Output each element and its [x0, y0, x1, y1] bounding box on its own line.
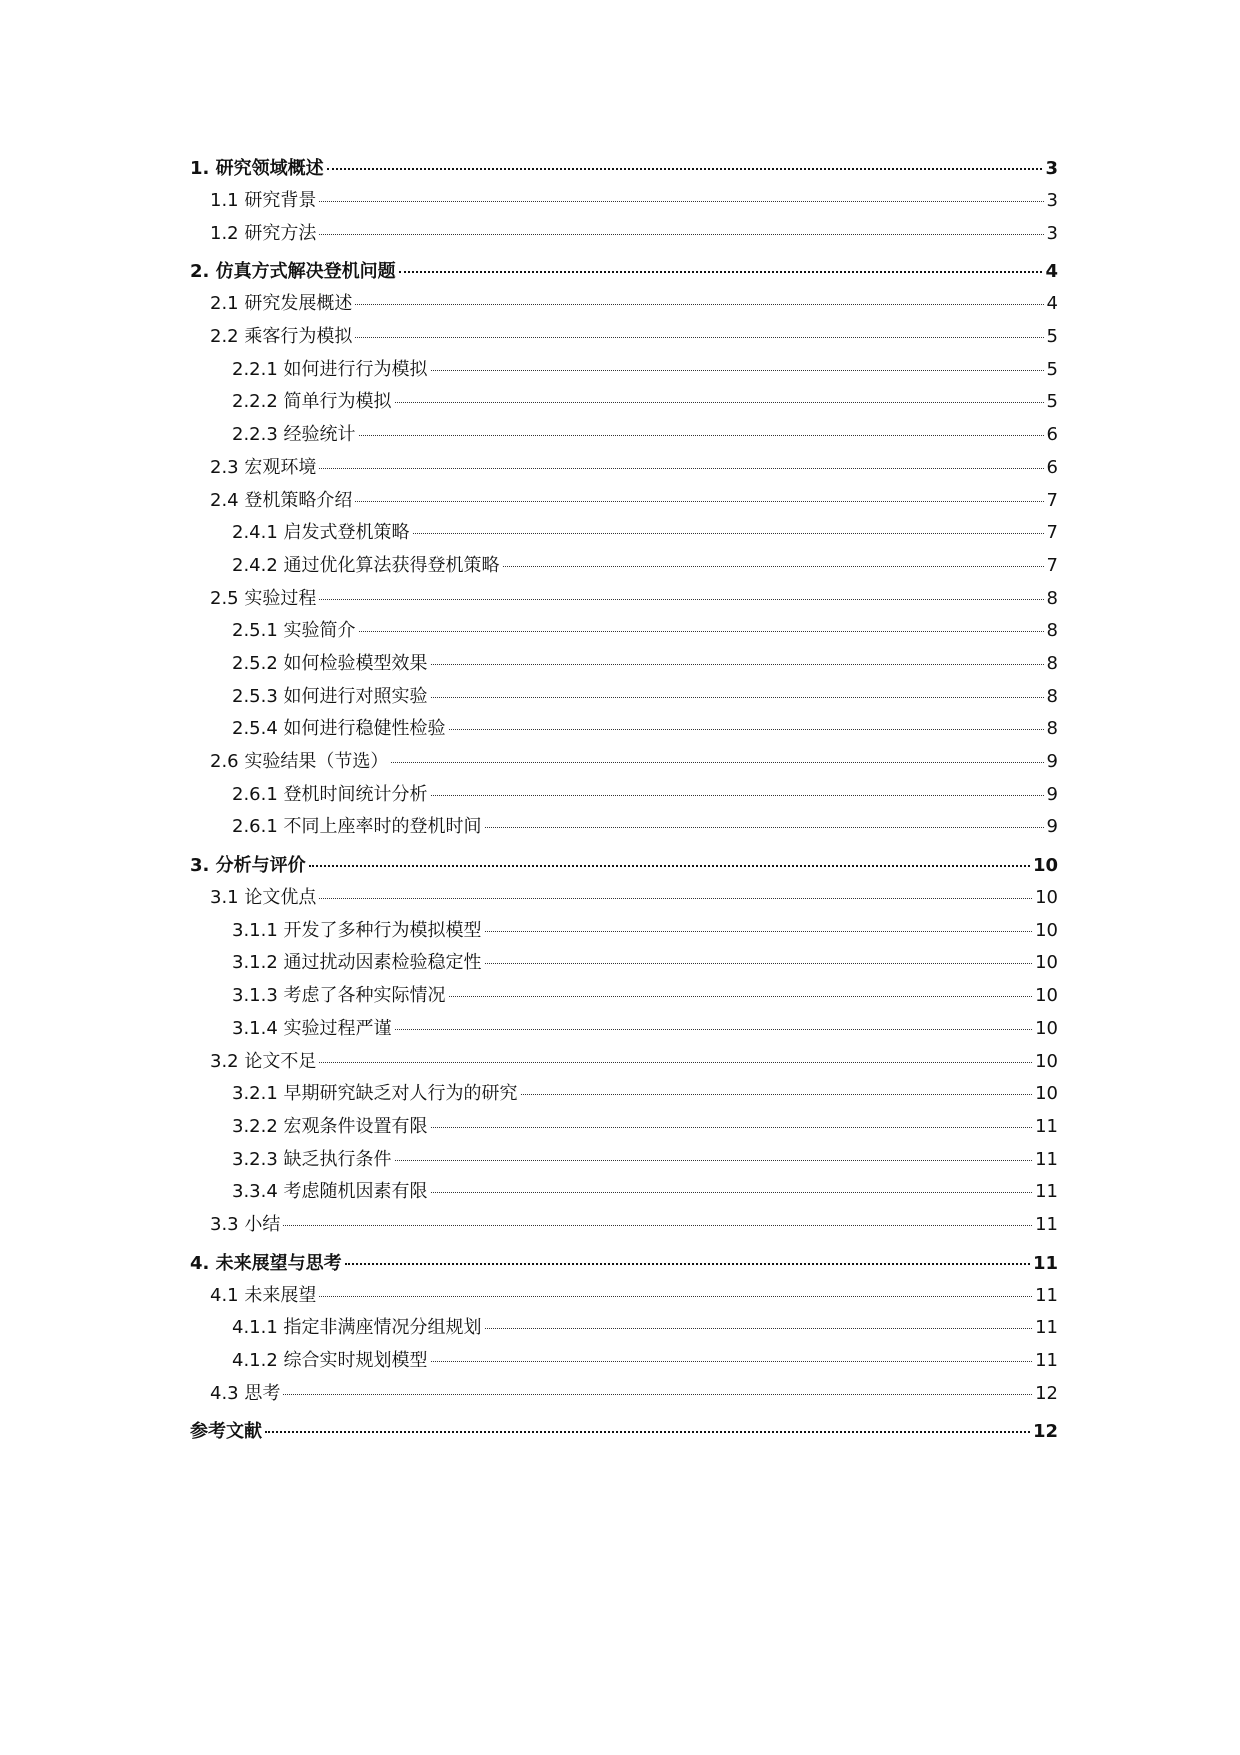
toc-entry-page-number: 10 — [1035, 919, 1058, 941]
toc-entry-level-3[interactable] — [190, 517, 1058, 550]
toc-entry-label: 2.4 登机策略介绍 — [210, 489, 353, 511]
toc-entry-level-3[interactable] — [190, 615, 1058, 648]
toc-entry-label: 4.1.1 指定非满座情况分组规划 — [232, 1317, 482, 1339]
toc-entry-page-number: 10 — [1035, 1083, 1058, 1105]
toc-entry-label: 3.3.4 考虑随机因素有限 — [232, 1181, 428, 1203]
toc-entry-label: 2.4.2 通过优化算法获得登机策略 — [232, 554, 500, 576]
toc-entry-page-number: 7 — [1046, 489, 1058, 511]
dot-leader — [431, 795, 1044, 796]
toc-entry-label: 2. 仿真方式解决登机问题 — [190, 261, 396, 283]
toc-entry-label: 2.4.1 启发式登机策略 — [232, 522, 410, 544]
dot-leader — [319, 898, 1032, 899]
dot-leader — [431, 1192, 1033, 1193]
dot-leader — [391, 762, 1043, 763]
toc-entry-page-number: 11 — [1035, 1317, 1058, 1339]
toc-entry-level-2[interactable] — [190, 321, 1058, 354]
toc-entry-page-number: 4 — [1045, 261, 1058, 283]
dot-leader — [449, 996, 1033, 997]
toc-entry-label: 3.1.4 实验过程严谨 — [232, 1017, 392, 1039]
dot-leader — [413, 533, 1044, 534]
toc-entry-page-number: 11 — [1032, 1252, 1058, 1274]
dot-leader — [521, 1094, 1033, 1095]
toc-entry-page-number: 9 — [1046, 751, 1058, 772]
toc-entry-page-number: 3 — [1046, 190, 1058, 211]
toc-entry-level-2[interactable] — [190, 1209, 1058, 1242]
toc-entry-label: 2.3 宏观环境 — [210, 456, 317, 478]
toc-entry-label: 3.1.1 开发了多种行为模拟模型 — [232, 919, 482, 941]
toc-entry-level-1[interactable] — [190, 849, 1058, 882]
toc-entry-label: 4.1 未来展望 — [210, 1284, 317, 1306]
toc-entry-level-2[interactable] — [190, 1378, 1058, 1411]
toc-entry-page-number: 11 — [1035, 1181, 1058, 1203]
toc-entry-level-2[interactable] — [190, 485, 1058, 518]
dot-leader — [309, 865, 1030, 867]
toc-entry-page-number: 9 — [1046, 816, 1058, 838]
toc-entry-level-2[interactable] — [190, 583, 1058, 616]
toc-entry-level-2[interactable] — [190, 185, 1058, 218]
toc-entry-level-1[interactable] — [190, 255, 1058, 288]
toc-entry-level-3[interactable] — [190, 1111, 1058, 1144]
toc-entry-level-3[interactable] — [190, 648, 1058, 681]
toc-entry-page-number: 10 — [1032, 855, 1058, 877]
toc-entry-label: 3.1 论文优点 — [210, 887, 317, 909]
toc-entry-page-number: 11 — [1035, 1350, 1058, 1371]
toc-entry-label: 2.5.1 实验简介 — [232, 620, 356, 642]
toc-entry-page-number: 11 — [1035, 1115, 1058, 1137]
toc-entry-label: 2.6.1 登机时间统计分析 — [232, 783, 428, 805]
dot-leader — [345, 1263, 1030, 1265]
toc-entry-level-1[interactable] — [190, 152, 1058, 185]
toc-entry-label: 2.6.1 不同上座率时的登机时间 — [232, 816, 482, 838]
toc-entry-page-number: 6 — [1046, 424, 1058, 446]
toc-entry-page-number: 7 — [1046, 522, 1058, 544]
toc-entry-level-3[interactable] — [190, 980, 1058, 1013]
toc-entry-label: 1.2 研究方法 — [210, 222, 317, 244]
dot-leader — [395, 402, 1044, 403]
toc-entry-level-3[interactable] — [190, 550, 1058, 583]
dot-leader — [319, 1062, 1032, 1063]
dot-leader — [265, 1431, 1030, 1433]
toc-entry-level-3[interactable] — [190, 811, 1058, 844]
toc-entry-label: 3.2.2 宏观条件设置有限 — [232, 1115, 428, 1137]
toc-entry-page-number: 6 — [1046, 456, 1058, 478]
toc-entry-label: 2.2 乘客行为模拟 — [210, 326, 353, 348]
dot-leader — [319, 234, 1043, 235]
toc-entry-page-number: 8 — [1046, 620, 1058, 642]
toc-entry-level-2[interactable] — [190, 882, 1058, 915]
toc-entry-level-3[interactable] — [190, 947, 1058, 980]
toc-entry-label: 3.2.1 早期研究缺乏对人行为的研究 — [232, 1083, 518, 1105]
dot-leader — [449, 729, 1044, 730]
toc-entry-level-3[interactable] — [190, 713, 1058, 746]
toc-entry-page-number: 11 — [1035, 1284, 1058, 1306]
dot-leader — [395, 1160, 1033, 1161]
toc-entry-label: 3.2 论文不足 — [210, 1050, 317, 1072]
dot-leader — [431, 697, 1044, 698]
dot-leader — [485, 931, 1033, 932]
toc-entry-page-number: 8 — [1046, 652, 1058, 674]
toc-entry-level-3[interactable] — [190, 1345, 1058, 1378]
toc-entry-label: 3. 分析与评价 — [190, 855, 306, 877]
toc-entry-level-3[interactable] — [190, 419, 1058, 452]
toc-entry-page-number: 8 — [1046, 685, 1058, 707]
toc-entry-page-number: 5 — [1046, 358, 1058, 380]
toc-entry-label: 1.1 研究背景 — [210, 190, 317, 211]
toc-entry-label: 4.1.2 综合实时规划模型 — [232, 1350, 428, 1371]
dot-leader — [485, 1328, 1033, 1329]
dot-leader — [485, 963, 1033, 964]
toc-entry-label: 2.5.3 如何进行对照实验 — [232, 685, 428, 707]
toc-entry-level-3[interactable] — [190, 354, 1058, 387]
dot-leader — [319, 1296, 1032, 1297]
toc-entry-page-number: 5 — [1046, 326, 1058, 348]
toc-entry-level-2[interactable] — [190, 1046, 1058, 1079]
toc-entry-label: 3.1.3 考虑了各种实际情况 — [232, 985, 446, 1007]
toc-entry-level-3[interactable] — [190, 386, 1058, 419]
dot-leader — [359, 435, 1044, 436]
toc-entry-level-3[interactable] — [190, 681, 1058, 714]
dot-leader — [431, 1127, 1033, 1128]
dot-leader — [395, 1029, 1033, 1030]
toc-entry-page-number: 4 — [1046, 293, 1058, 315]
toc-entry-label: 2.1 研究发展概述 — [210, 293, 353, 315]
toc-entry-page-number: 10 — [1035, 952, 1058, 974]
toc-entry-label: 2.5.2 如何检验模型效果 — [232, 652, 428, 674]
toc-entry-label: 4. 未来展望与思考 — [190, 1252, 342, 1274]
dot-leader — [431, 1361, 1033, 1362]
toc-entry-label: 2.5 实验过程 — [210, 587, 317, 609]
toc-entry-page-number: 10 — [1035, 887, 1058, 909]
toc-entry-level-2[interactable] — [190, 746, 1058, 779]
toc-entry-page-number: 9 — [1046, 783, 1058, 805]
toc-entry-page-number: 10 — [1035, 985, 1058, 1007]
toc-entry-page-number: 10 — [1035, 1017, 1058, 1039]
dot-leader — [359, 631, 1044, 632]
dot-leader — [485, 827, 1044, 828]
dot-leader — [319, 599, 1043, 600]
toc-entry-page-number: 11 — [1035, 1148, 1058, 1170]
toc-entry-label: 3.2.3 缺乏执行条件 — [232, 1148, 392, 1170]
dot-leader — [431, 664, 1044, 665]
toc-entry-page-number: 7 — [1046, 554, 1058, 576]
toc-entry-page-number: 10 — [1035, 1050, 1058, 1072]
toc-entry-level-3[interactable] — [190, 1078, 1058, 1111]
toc-entry-label: 1. 研究领域概述 — [190, 158, 324, 179]
toc-entry-level-2[interactable] — [190, 1280, 1058, 1313]
dot-leader — [319, 201, 1043, 202]
toc-entry-level-1[interactable] — [190, 1247, 1058, 1280]
toc-entry-label: 2.2.2 简单行为模拟 — [232, 391, 392, 413]
toc-entry-level-3[interactable] — [190, 779, 1058, 812]
toc-entry-level-2[interactable] — [190, 452, 1058, 485]
toc-entry-label: 2.6 实验结果（节选） — [210, 751, 389, 772]
toc-entry-page-number: 8 — [1046, 587, 1058, 609]
toc-entry-label: 4.3 思考 — [210, 1382, 281, 1404]
toc-entry-level-2[interactable] — [190, 218, 1058, 251]
toc-entry-page-number: 11 — [1035, 1213, 1058, 1235]
toc-entry-page-number: 12 — [1035, 1382, 1058, 1404]
toc-entry-page-number: 3 — [1046, 222, 1058, 244]
toc-entry-label: 3.1.2 通过扰动因素检验稳定性 — [232, 952, 482, 974]
toc-entry-level-3[interactable] — [190, 915, 1058, 948]
dot-leader — [399, 271, 1043, 273]
dot-leader — [503, 566, 1044, 567]
table-of-contents — [190, 152, 1058, 1448]
toc-entry-label: 3.3 小结 — [210, 1213, 281, 1235]
toc-entry-page-number: 3 — [1045, 158, 1058, 179]
dot-leader — [319, 468, 1043, 469]
toc-entry-level-3[interactable] — [190, 1312, 1058, 1345]
toc-entry-page-number: 12 — [1032, 1421, 1058, 1443]
toc-entry-level-3[interactable] — [190, 1144, 1058, 1177]
toc-entry-page-number: 8 — [1046, 718, 1058, 740]
toc-entry-level-3[interactable] — [190, 1176, 1058, 1209]
toc-entry-level-3[interactable] — [190, 1013, 1058, 1046]
toc-entry-label: 2.5.4 如何进行稳健性检验 — [232, 718, 446, 740]
dot-leader — [431, 370, 1044, 371]
dot-leader — [355, 304, 1043, 305]
dot-leader — [355, 337, 1043, 338]
toc-entry-level-2[interactable] — [190, 288, 1058, 321]
toc-entry-label: 参考文献 — [190, 1421, 262, 1443]
dot-leader — [327, 168, 1043, 170]
dot-leader — [355, 501, 1043, 502]
toc-entry-label: 2.2.3 经验统计 — [232, 424, 356, 446]
toc-entry-page-number: 5 — [1046, 391, 1058, 413]
dot-leader — [283, 1394, 1032, 1395]
toc-entry-level-1[interactable] — [190, 1415, 1058, 1448]
toc-entry-label: 2.2.1 如何进行行为模拟 — [232, 358, 428, 380]
dot-leader — [283, 1225, 1032, 1226]
